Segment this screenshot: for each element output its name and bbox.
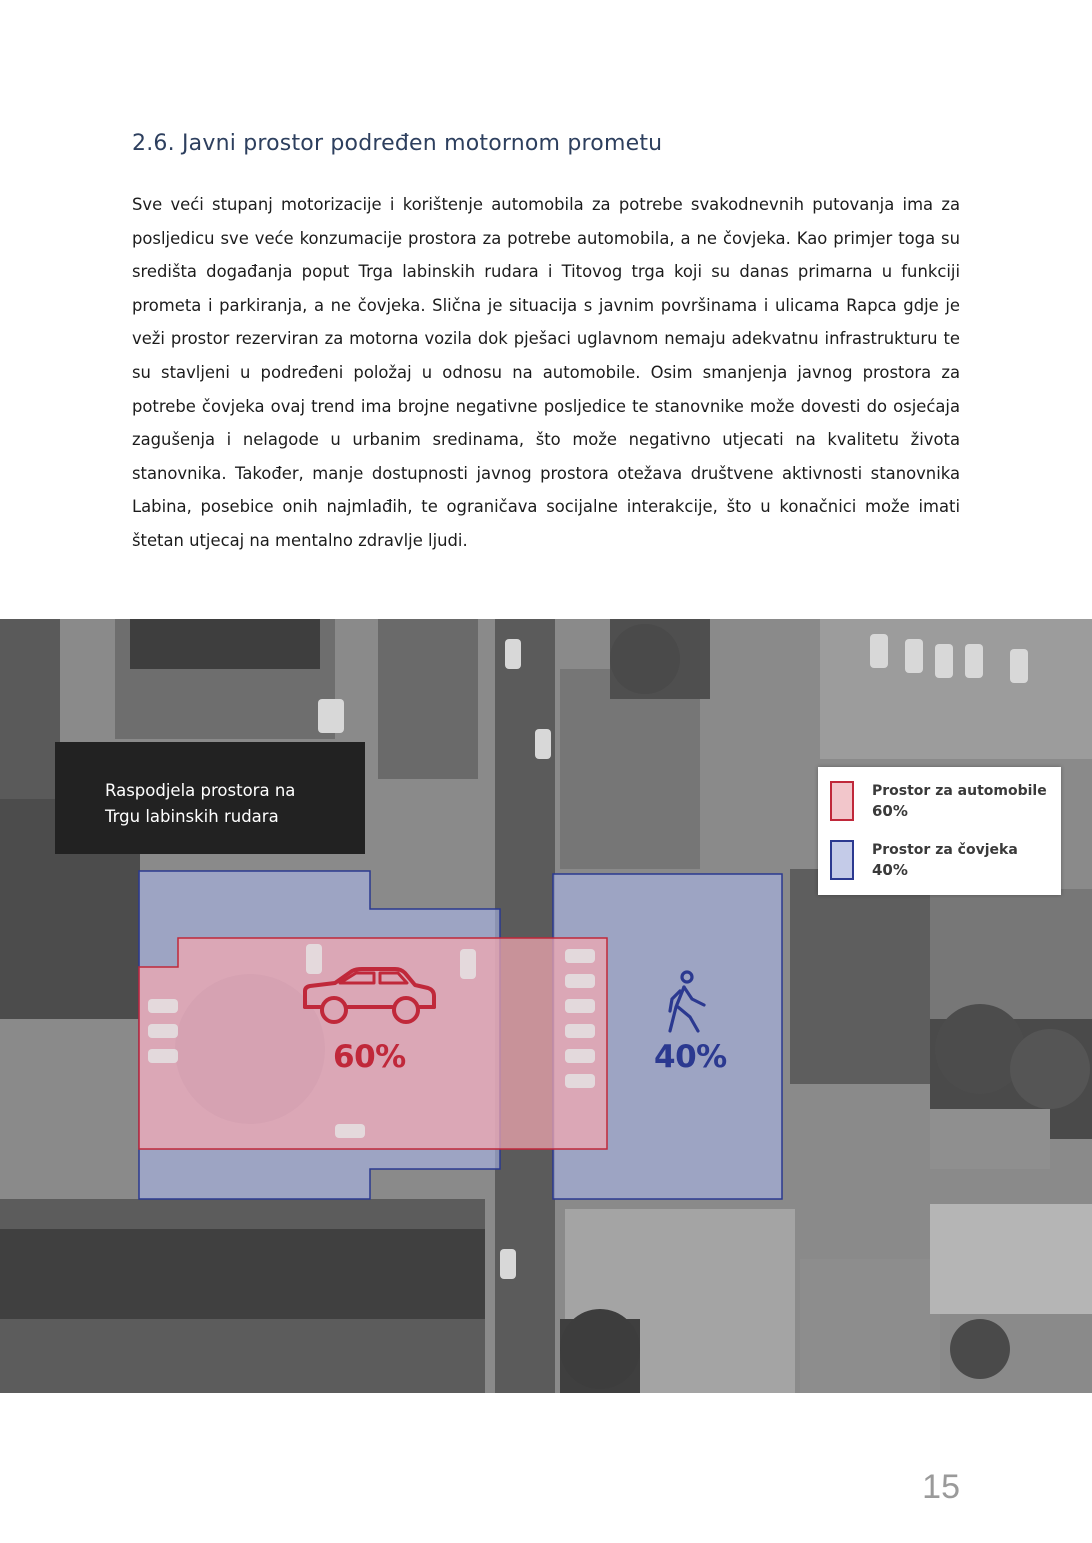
section-heading: 2.6. Javni prostor podređen motornom prometu — [132, 131, 663, 156]
figure-title-line1: Raspodjela prostora na — [105, 781, 296, 800]
legend-swatch-cars — [830, 781, 854, 821]
legend — [818, 767, 1061, 895]
aerial-photo-illustration — [0, 619, 1092, 1393]
legend-label-people: Prostor za čovjeka — [872, 842, 1018, 858]
figure-title — [105, 778, 355, 830]
legend-label-cars: Prostor za automobile — [872, 783, 1047, 799]
page-number: 15 — [922, 1468, 960, 1506]
body-paragraph: Sve veći stupanj motorizacije i korištenje automobila za potrebe svakodnevnih putovanja ima za posljedicu sve veće konzumacije prostora za potrebe automobila, a ne čovjeka. Kao primjer toga su središta događanja poput Trga labinskih rudara i Titovog trga koji su danas primarna u funkciji prometa i parkiranja, a ne čovjeka. Slična je situacija s javnim površinama i ulicama Rapca gdje je veži prostor rezerviran za motorna vozila dok pješaci uglavnom nemaju adekvatnu infrastrukturu te su stavljeni u podređeni položaj u odnosu na automobile. Osim smanjenja javnog prostora za potrebe čovjeka ovaj trend ima brojne negativne posljedice te stanovnike može dovesti do osjećaja zagušenja i nelagode u urbanim sredinama, što može negativno utjecati na kvalitetu života stanovnika. Također, manje dostupnosti javnog prostora otežava društvene aktivnosti stanovnika Labina, posebice onih najmlađih, te ograničava socijalne interakcije, što u konačnici može imati štetan utjecaj na mentalno zdravlje ljudi. — [132, 195, 960, 550]
legend-pct-people: 40% — [872, 861, 908, 879]
aerial-photo-figure — [0, 619, 1092, 1393]
figure-title-box — [55, 742, 365, 854]
figure-title-line2: Trgu labinskih rudara — [105, 807, 279, 826]
car-space-percentage: 60% — [333, 1039, 406, 1075]
legend-item-cars — [830, 781, 1055, 826]
legend-pct-cars: 60% — [872, 802, 908, 820]
legend-item-people — [830, 840, 1055, 885]
legend-swatch-people — [830, 840, 854, 880]
pedestrian-space-percentage: 40% — [654, 1039, 727, 1075]
